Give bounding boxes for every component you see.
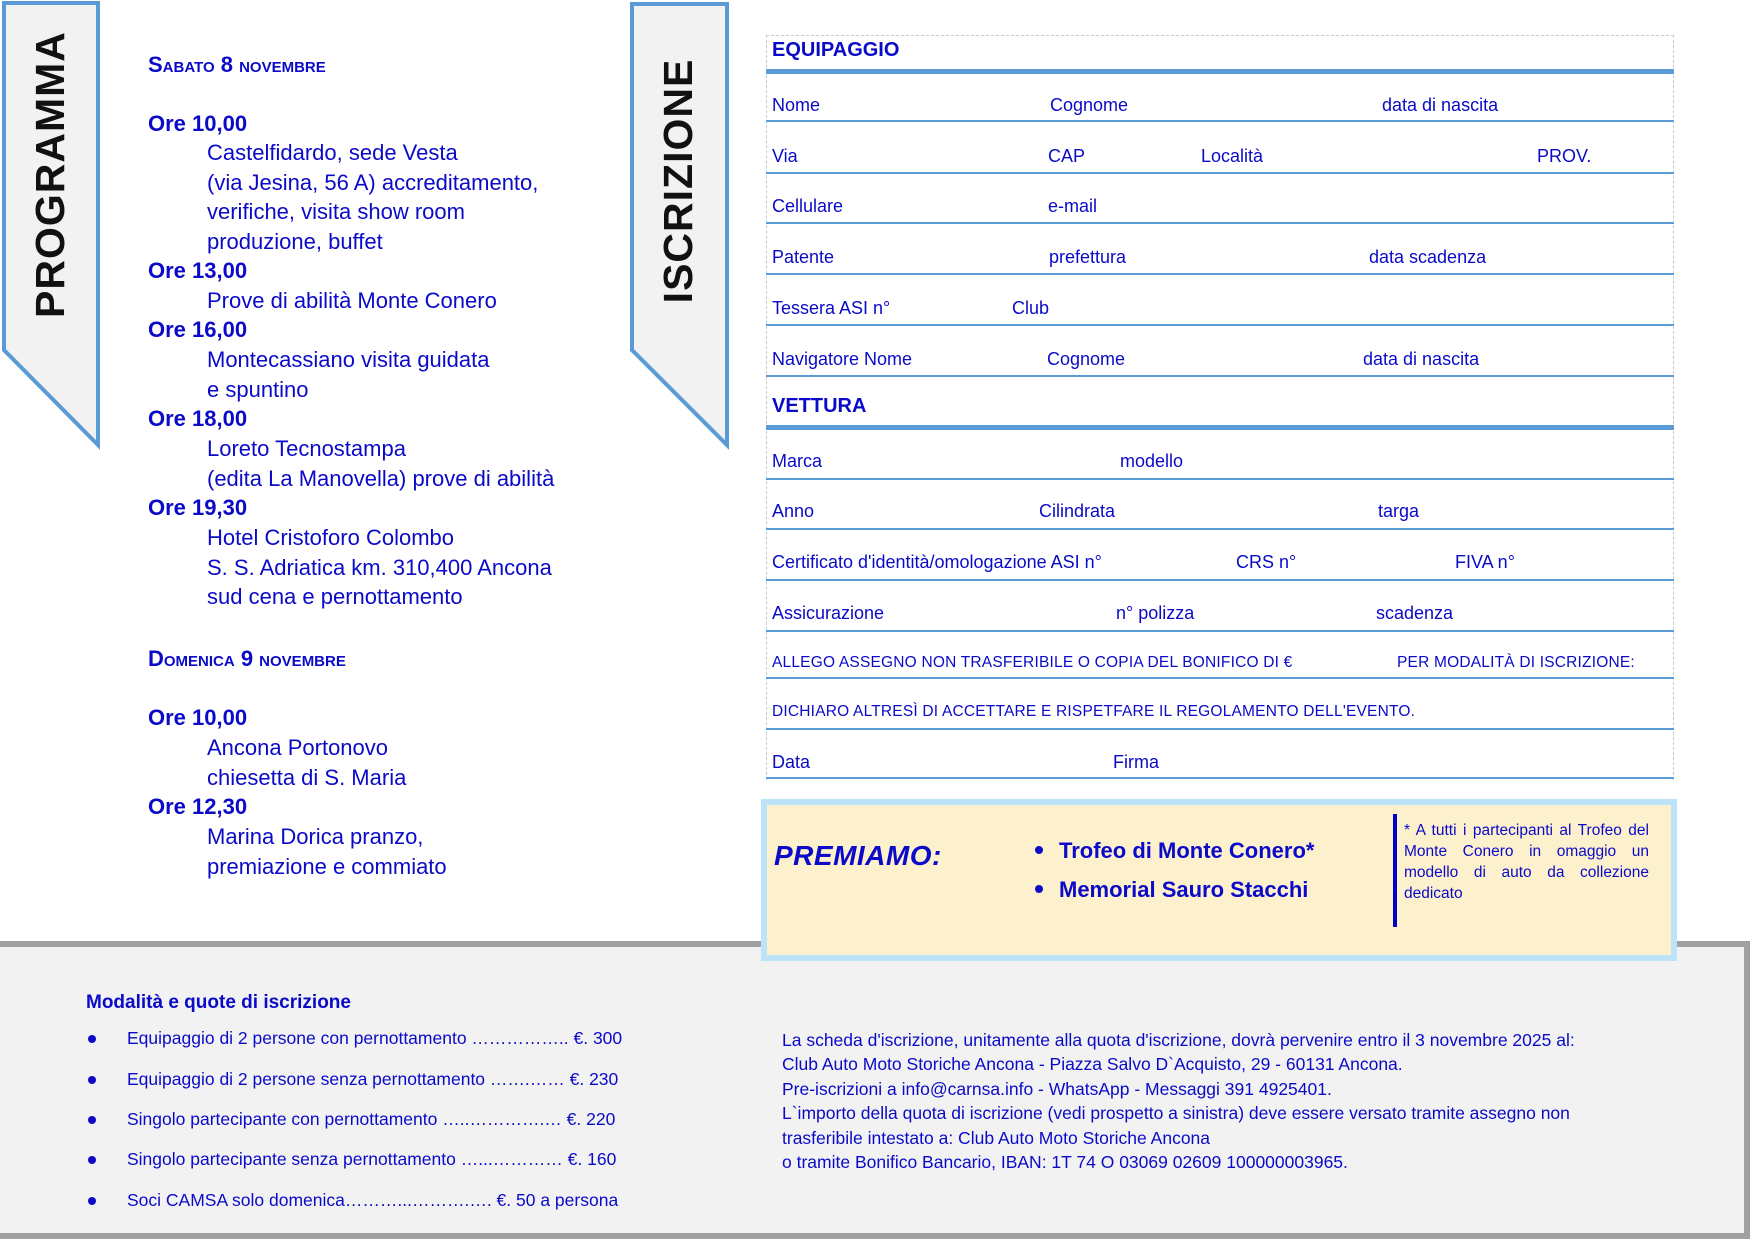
field-navigatore-data-nascita[interactable]: data di nascita [1363,349,1480,369]
field-certificato-asi[interactable]: Certificato d'identità/omologazione ASI n° [772,552,1102,572]
event-line: Ancona Portonovo [207,735,389,760]
row-line [766,478,1674,480]
event-description [207,822,447,881]
event-line: (via Jesina, 56 A) accreditamento, [207,169,539,195]
field-prov[interactable]: PROV. [1537,146,1592,166]
event-description [207,345,490,404]
iscrizione-banner [628,0,732,450]
field-polizza[interactable]: n° polizza [1116,603,1195,623]
row-line [766,172,1674,174]
bullet-icon [88,1076,96,1084]
fee-label: Equipaggio di 2 persone con pernottamento …………….. €. 300 [127,1028,623,1048]
row-line [766,222,1674,224]
field-cellulare[interactable]: Cellulare [772,196,844,216]
field-navigatore-nome[interactable]: Navigatore Nome [772,349,913,369]
info-iban-line: o tramite Bonifico Bancario, IBAN: 1T 74 O 03069 02609 100000003965. [782,1152,1348,1172]
field-tessera-asi[interactable]: Tessera ASI n° [772,298,891,318]
payment-statement[interactable]: ALLEGO ASSEGNO NON TRASFERIBILE O COPIA DEL BONIFICO DI € [772,654,1293,671]
field-data-nascita[interactable]: data di nascita [1382,95,1499,115]
field-data[interactable]: Data [772,752,811,772]
crew-section-title: EQUIPAGGIO [772,39,900,61]
event-description [207,138,538,256]
event-line: (edita La Manovella) prove di abilità [207,465,555,491]
fee-label: Equipaggio di 2 persone senza pernottamento …….…… €. 230 [127,1069,619,1089]
field-patente[interactable]: Patente [772,247,835,267]
field-cilindrata[interactable]: Cilindrata [1039,501,1116,521]
programma-banner-label: PROGRAMMA [27,31,73,318]
field-assicurazione[interactable]: Assicurazione [772,603,885,623]
event-time: Ore 10,00 [148,111,248,136]
row-line [766,579,1674,581]
event-description [207,434,554,493]
field-via[interactable]: Via [772,146,798,166]
day-heading-saturday: Sabato 8 novembre [148,52,326,77]
day-heading-sunday: Domenica 9 novembre [148,646,346,671]
event-line: Castelfidardo, sede Vesta [207,140,458,165]
event-time: Ore 16,00 [148,317,248,342]
payment-mode-label: PER MODALITÀ DI ISCRIZIONE: [1397,654,1635,671]
bullet-icon [1035,846,1043,854]
bullet-icon [1035,885,1043,893]
field-club[interactable]: Club [1012,298,1050,318]
field-targa[interactable]: targa [1378,501,1420,521]
row-line [766,324,1674,326]
row-line [766,528,1674,530]
event-line: sud cena e pernottamento [207,584,463,610]
row-line [766,777,1674,779]
event-line: Prove di abilità Monte Conero [207,288,497,313]
prize-label: Trofeo di Monte Conero* [1059,838,1315,863]
section-divider [766,69,1674,74]
info-line: L`importo della quota di iscrizione (vedi prospetto a sinistra) deve essere versato tramite assegno non [782,1103,1570,1123]
event-time: Ore 12,30 [148,794,248,819]
field-marca[interactable]: Marca [772,451,823,471]
bullet-icon [88,1116,96,1124]
programma-banner [0,0,104,450]
field-scadenza[interactable]: scadenza [1376,603,1454,623]
row-line [766,273,1674,275]
fees-title: Modalità e quote di iscrizione [86,992,351,1013]
field-firma[interactable]: Firma [1113,752,1159,772]
field-data-scadenza[interactable]: data scadenza [1369,247,1487,267]
event-line: verifiche, visita show room [207,199,465,225]
field-anno[interactable]: Anno [772,501,815,521]
event-line: produzione, buffet [207,228,383,254]
iscrizione-banner-label: ISCRIZIONE [655,58,701,304]
fee-label: Singolo partecipante senza pernottamento …...………… €. 160 [127,1149,617,1169]
fee-label: Singolo partecipante con pernottamento …..………….… €. 220 [127,1109,616,1129]
info-line: Club Auto Moto Storiche Ancona - Piazza Salvo D`Acquisto, 29 - 60131 Ancona. [782,1054,1403,1074]
info-contact-line: Pre-iscrizioni a info@carnsa.info - WhatsApp - Messaggi 391 4925401. [782,1079,1332,1099]
event-line: S. S. Adriatica km. 310,400 Ancona [207,554,552,580]
event-line: Hotel Cristoforo Colombo [207,525,454,550]
row-line [766,728,1674,730]
prizes-title: PREMIAMO: [774,840,942,871]
event-time: Ore 18,00 [148,406,248,431]
field-prefettura[interactable]: prefettura [1049,247,1127,267]
info-line: trasferibile intestato a: Club Auto Moto Storiche Ancona [782,1128,1211,1148]
event-line: chiesetta di S. Maria [207,764,407,790]
field-nome[interactable]: Nome [772,95,821,115]
field-cognome[interactable]: Cognome [1050,95,1129,115]
row-line [766,677,1674,679]
event-line: premiazione e commiato [207,853,447,879]
event-line: Marina Dorica pranzo, [207,824,424,849]
field-cap[interactable]: CAP [1048,146,1086,166]
note-divider [1393,814,1397,927]
car-section-title: VETTURA [772,395,867,417]
prize-label: Memorial Sauro Stacchi [1059,877,1309,902]
event-line: Loreto Tecnostampa [207,436,406,461]
prize-item [1035,877,1308,903]
event-description [207,733,406,792]
event-line: Montecassiano visita guidata [207,347,490,372]
fee-label: Soci CAMSA solo domenica………...……….…. €. 50 a persona [127,1190,619,1210]
field-localita[interactable]: Località [1201,146,1264,166]
row-line [766,630,1674,632]
field-crs[interactable]: CRS n° [1236,552,1297,572]
event-time: Ore 13,00 [148,258,248,283]
bullet-icon [88,1035,96,1043]
prize-item [1035,838,1314,864]
row-line [766,120,1674,122]
bullet-icon [88,1197,96,1205]
row-line [766,375,1674,377]
event-description [207,523,552,612]
event-line: e spuntino [207,376,309,402]
event-time: Ore 10,00 [148,705,248,730]
field-email[interactable]: e-mail [1048,196,1098,216]
event-description [207,286,497,316]
declaration-statement: DICHIARO ALTRESÌ DI ACCETTARE E RISPETFARE IL REGOLAMENTO DELL'EVENTO. [772,703,1416,720]
field-modello[interactable]: modello [1120,451,1184,471]
field-navigatore-cognome[interactable]: Cognome [1047,349,1126,369]
event-time: Ore 19,30 [148,495,248,520]
bullet-icon [88,1156,96,1164]
field-fiva[interactable]: FIVA n° [1455,552,1515,572]
prize-footnote: * A tutti i partecipanti al Trofeo del Monte Conero in omaggio un modello di auto da collezione dedicato [1404,822,1649,902]
section-divider [766,425,1674,430]
info-line: La scheda d'iscrizione, unitamente alla quota d'iscrizione, dovrà pervenire entro il 3 novembre 2025 al: [782,1030,1575,1050]
